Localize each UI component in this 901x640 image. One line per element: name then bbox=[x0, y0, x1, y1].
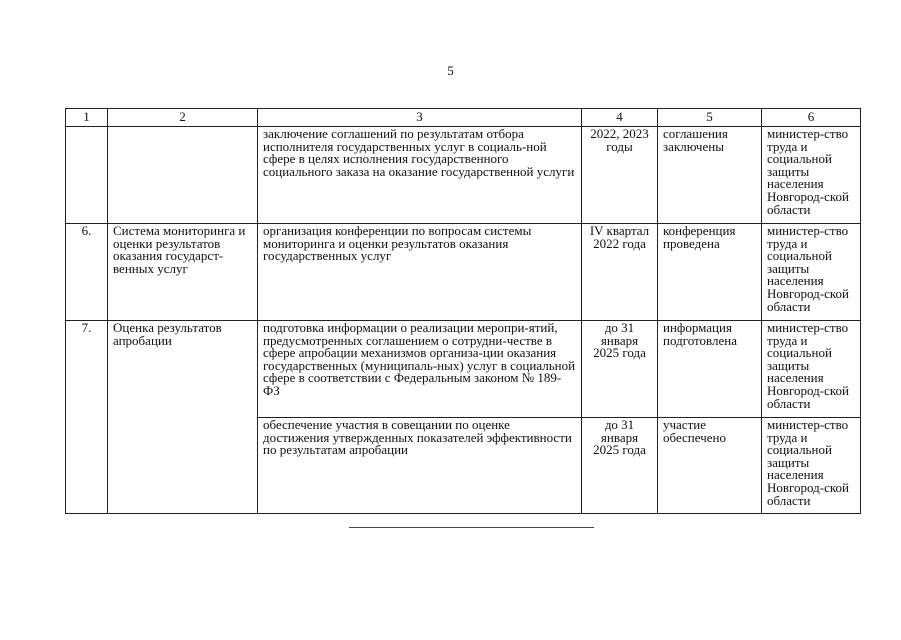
row-number-cell: 6. bbox=[66, 224, 108, 321]
action-cell: подготовка информации о реализации меропри-ятий, предусмотренных соглашением о сотрудни-честве в сфере апробации механизмов организа-ции оказания государственных (муниципаль-ных) услуг в социальной сфере в соответствии с Федеральным законом № 189-ФЗ bbox=[258, 321, 582, 418]
header-cell: 3 bbox=[258, 109, 582, 127]
header-cell: 6 bbox=[762, 109, 861, 127]
closing-rule bbox=[349, 527, 594, 528]
term-cell: до 31 января 2025 года bbox=[582, 418, 658, 514]
action-cell: обеспечение участия в совещании по оценке достижения утвержденных показателей эффективности по результатам апробации bbox=[258, 418, 582, 514]
term-cell: до 31 января 2025 года bbox=[582, 321, 658, 418]
item-name-cell: Оценка результатов апробации bbox=[108, 321, 258, 514]
row-number-cell: 7. bbox=[66, 321, 108, 514]
header-cell: 4 bbox=[582, 109, 658, 127]
table-row bbox=[66, 321, 861, 418]
result-cell: информация подготовлена bbox=[658, 321, 762, 418]
table-header-row bbox=[66, 109, 861, 127]
responsible-cell: министер-ство труда и социальной защиты населения Новгород-ской области bbox=[762, 321, 861, 418]
table-row bbox=[66, 127, 861, 224]
result-cell: участие обеспечено bbox=[658, 418, 762, 514]
page-number: 5 bbox=[447, 63, 454, 78]
term-cell: 2022, 2023 годы bbox=[582, 127, 658, 224]
action-cell: организация конференции по вопросам системы мониторинга и оценки результатов оказания государственных услуг bbox=[258, 224, 582, 321]
result-cell: соглашения заключены bbox=[658, 127, 762, 224]
row-number-cell bbox=[66, 127, 108, 224]
header-cell: 5 bbox=[658, 109, 762, 127]
header-cell: 1 bbox=[66, 109, 108, 127]
measures-table bbox=[65, 108, 861, 514]
action-cell: заключение соглашений по результатам отбора исполнителя государственных услуг в социаль-ной сфере в целях исполнения государственного социального заказа на оказание государственной услуги bbox=[258, 127, 582, 224]
term-cell: IV квартал 2022 года bbox=[582, 224, 658, 321]
header-cell: 2 bbox=[108, 109, 258, 127]
responsible-cell: министер-ство труда и социальной защиты населения Новгород-ской области bbox=[762, 224, 861, 321]
item-name-cell bbox=[108, 127, 258, 224]
responsible-cell: министер-ство труда и социальной защиты населения Новгород-ской области bbox=[762, 418, 861, 514]
item-name-cell: Система мониторинга и оценки результатов оказания государст-венных услуг bbox=[108, 224, 258, 321]
responsible-cell: министер-ство труда и социальной защиты населения Новгород-ской области bbox=[762, 127, 861, 224]
result-cell: конференция проведена bbox=[658, 224, 762, 321]
table-row bbox=[66, 224, 861, 321]
